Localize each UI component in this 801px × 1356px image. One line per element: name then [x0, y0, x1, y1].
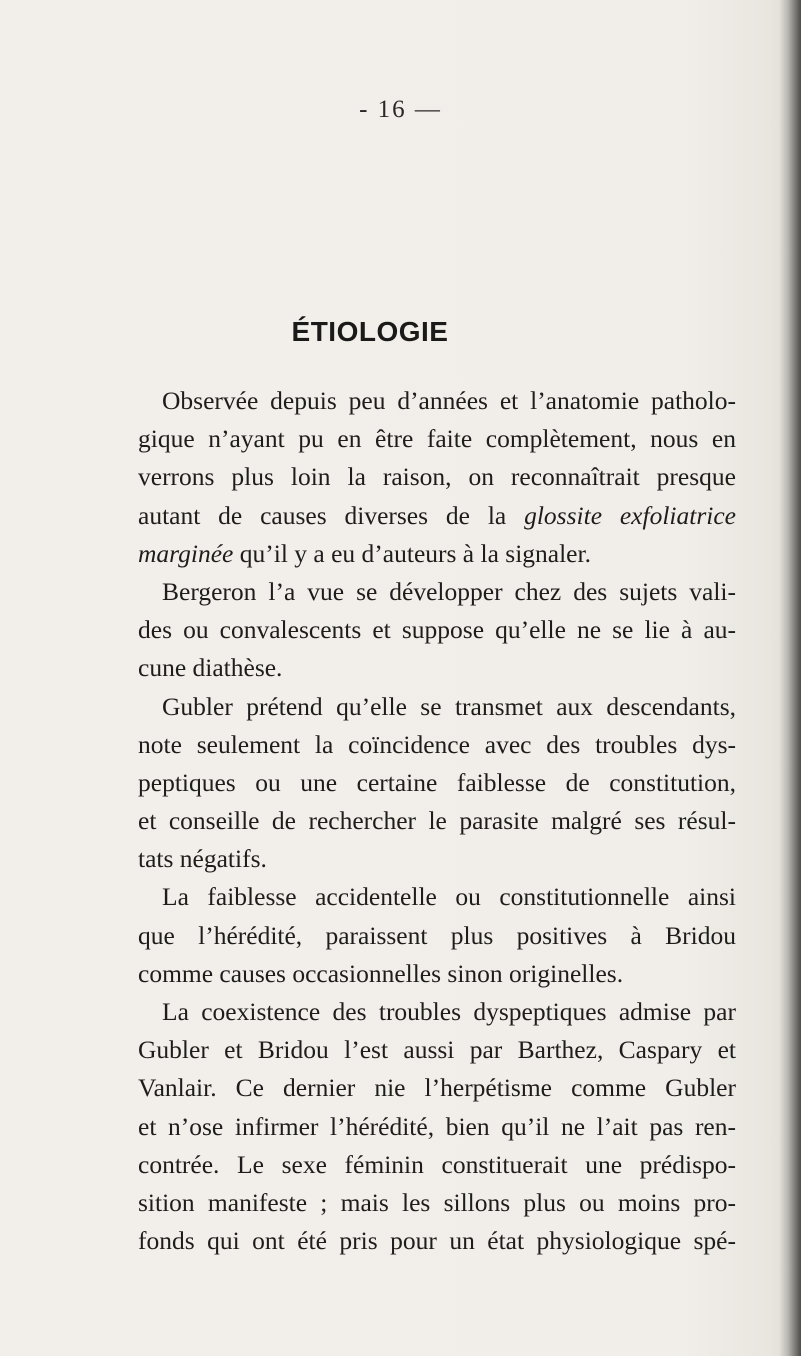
text-line — [138, 1184, 736, 1222]
text-line — [138, 497, 736, 535]
text-line-content: verrons plus loin la raison, on reconnaîtrait presque — [138, 462, 736, 492]
text-line — [138, 688, 736, 726]
text-line — [138, 764, 736, 802]
text-line-content: fonds qui ont été pris pour un état physiologique spé- — [138, 1226, 736, 1256]
text-line-content: et conseille de rechercher le parasite malgré ses résul- — [138, 806, 736, 836]
text-line — [138, 1031, 736, 1069]
text-line — [138, 382, 736, 420]
text-line-content: comme causes occasionnelles sinon originelles. — [138, 958, 624, 988]
text-line — [138, 917, 736, 955]
text-line — [138, 1108, 736, 1146]
text-line — [138, 611, 736, 649]
section-title: ÉTIOLOGIE — [291, 316, 449, 347]
text-line-content: note seulement la coïncidence avec des troubles dys- — [138, 729, 736, 759]
text-line — [138, 993, 736, 1031]
text-line-content: que l’hérédité, paraissent plus positives à Bridou — [138, 920, 736, 950]
text-line-content: Observée depuis peu d’années et l’anatomie patholo- — [162, 386, 736, 415]
text-line — [138, 1146, 736, 1184]
text-line — [138, 458, 736, 496]
text-line — [138, 535, 736, 573]
text-line — [138, 420, 736, 458]
text-line — [138, 802, 736, 840]
text-line-content: Bergeron l’a vue se développer chez des sujets vali- — [162, 576, 736, 606]
text-line-content: La faiblesse accidentelle ou constitutionnelle ainsi — [162, 882, 736, 912]
text-line-content: Gubler prétend qu’elle se transmet aux descendants, — [162, 691, 736, 721]
text-line-content: et n’ose infirmer l’hérédité, bien qu’il ne l’ait pas ren- — [138, 1111, 736, 1141]
italic-term: glossite exfoliatrice — [524, 500, 736, 530]
text-line-content: sition manifeste ; mais les sillons plus ou moins pro- — [138, 1187, 736, 1217]
text-line-content: La coexistence des troubles dyspeptiques admise par — [162, 997, 736, 1026]
text-line-content: peptiques ou une certaine faiblesse de constitution, — [138, 767, 736, 797]
text-line — [138, 878, 736, 916]
text-line — [138, 1222, 736, 1260]
text-line-continuation: qu’il y a eu d’auteurs à la signaler. — [233, 538, 591, 568]
text-line — [138, 726, 736, 764]
text-line-content: Gubler et Bridou l’est aussi par Barthez, Caspary et — [138, 1035, 736, 1065]
page-binding-edge — [779, 0, 801, 1356]
text-line-content: autant de causes diverses de la — [138, 500, 525, 530]
text-line — [138, 1069, 736, 1107]
text-line-content: des ou convalescents et suppose qu’elle ne se lie à au- — [138, 615, 736, 645]
text-line — [138, 955, 736, 993]
text-line-content: contrée. Le sexe féminin constituerait une prédispo- — [138, 1149, 736, 1179]
text-line — [138, 573, 736, 611]
text-line-content: gique n’ayant pu en être faite complètement, nous en — [138, 424, 736, 454]
text-line-content: cune diathèse. — [138, 653, 283, 683]
body-text — [138, 382, 736, 1260]
italic-term: marginée — [138, 538, 234, 568]
text-line — [138, 649, 736, 687]
text-line-content: tats négatifs. — [138, 844, 267, 874]
text-line-content: Vanlair. Ce dernier nie l’herpétisme comme Gubler — [138, 1073, 736, 1103]
text-line — [138, 840, 736, 878]
page-number: - 16 — — [359, 96, 442, 123]
